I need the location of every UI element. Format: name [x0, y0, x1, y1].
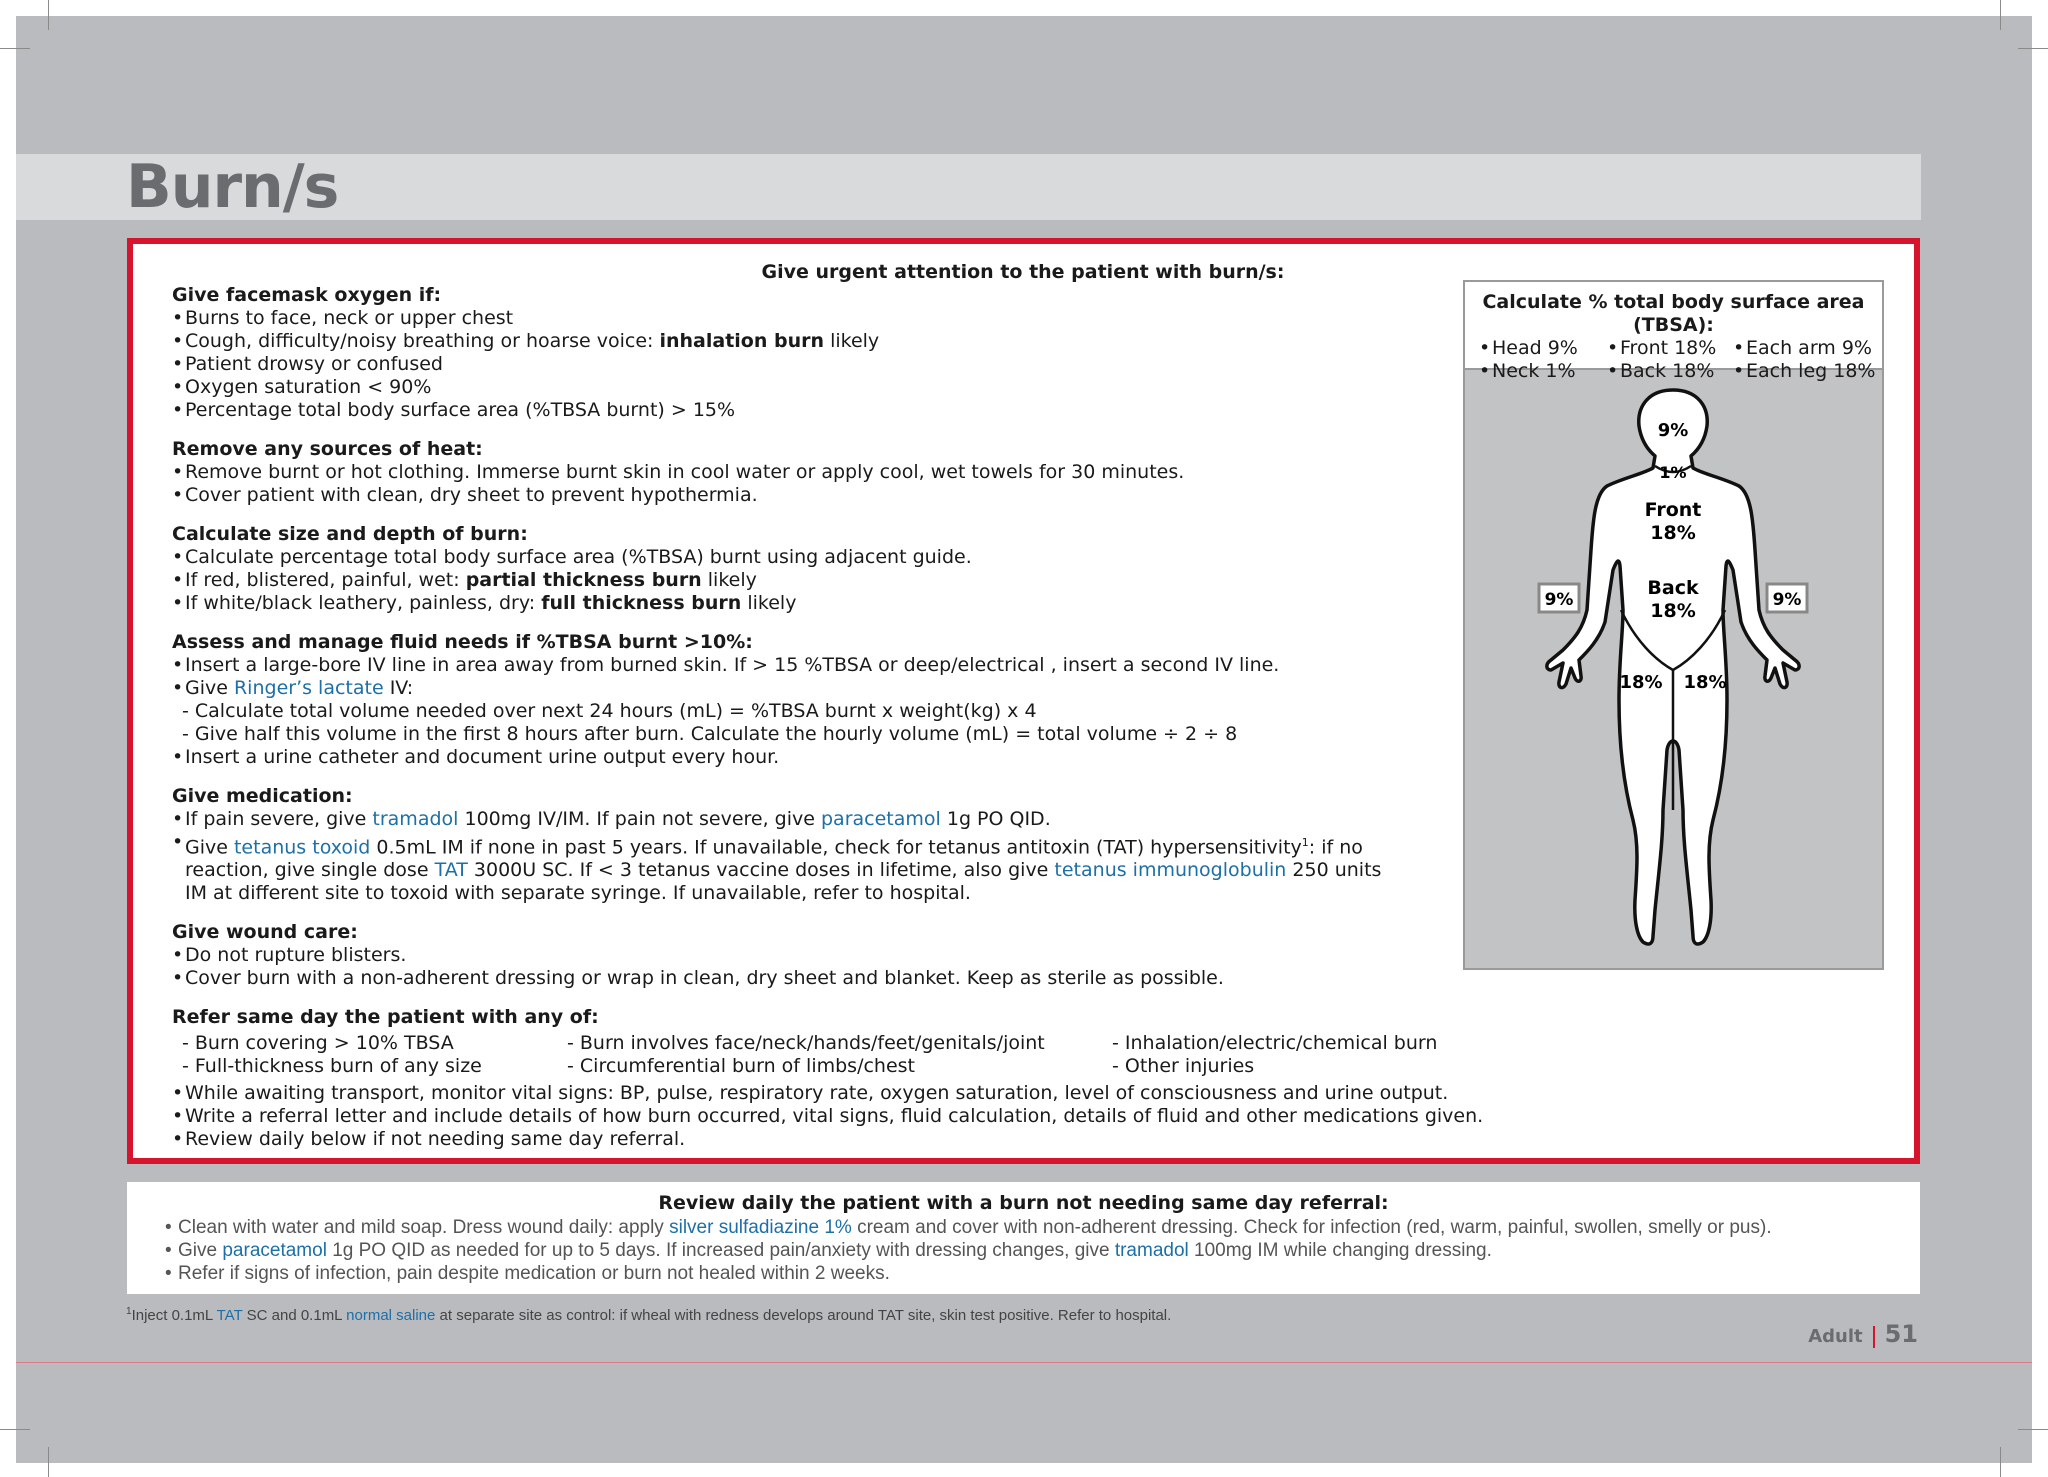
list-item: • If pain severe, give tramadol 100mg IV/IM. If pain not severe, give paracetamol 1g PO QID.: [172, 808, 1402, 831]
list-item: • Percentage total body surface area (%TBSA burnt) > 15%: [172, 399, 1572, 422]
section-title: Calculate size and depth of burn:: [172, 523, 528, 545]
tbsa-value: • Each leg 18%: [1733, 360, 1883, 383]
section-title: Refer same day the patient with any of:: [172, 1006, 599, 1029]
drug-link[interactable]: TAT: [434, 859, 468, 882]
crop-mark: [48, 1447, 49, 1477]
list-item: • Patient drowsy or confused: [172, 353, 1572, 376]
sub-item: - Give half this volume in the first 8 hours after burn. Calculate the hourly volume (mL) = total volume ÷ 2 ÷ 8: [182, 723, 1238, 745]
tbsa-header: [1465, 282, 1882, 382]
drug-link[interactable]: Ringer’s lactate: [233, 677, 384, 699]
crop-mark: [2018, 1429, 2048, 1430]
refer-criteria: [172, 1032, 1572, 1078]
criteria-item: - Other injuries: [1112, 1055, 1255, 1078]
drug-link[interactable]: silver sulfadiazine 1%: [669, 1217, 852, 1238]
medication-section: [172, 785, 1402, 905]
section-title: Give wound care:: [172, 921, 358, 944]
drug-link[interactable]: tramadol: [372, 808, 459, 830]
list-item: • Review daily below if not needing same day referral.: [172, 1128, 1572, 1151]
neck-percent-label: 1%: [1659, 463, 1687, 482]
list-item: • Give tetanus toxoid 0.5mL IM if none in past 5 years. If unavailable, check for tetanus antitoxin (TAT) hypersensitivity$^1$: if no reaction, give single dose TAT 3000U SC. If < 3 tetanus vaccine doses in lifetime, also give tetanus immunoglobulin 250 units IM at different site to toxoid with separate syringe. If unavailable, refer to hospital.: [172, 831, 1402, 905]
section-title: Give facemask oxygen if:: [172, 284, 442, 306]
criteria-item: - Inhalation/electric/chemical burn: [1112, 1032, 1438, 1055]
tbsa-value: • Neck 1%: [1479, 360, 1607, 383]
wound-section: [172, 921, 1572, 990]
crop-mark: [2000, 1447, 2001, 1477]
list-item: • Calculate percentage total body surface area (%TBSA) burnt using adjacent guide.: [172, 546, 1572, 569]
tbsa-guide: [1463, 280, 1884, 970]
urgent-content: [172, 284, 1572, 1167]
review-daily-panel: [127, 1182, 1920, 1294]
tbsa-title: Calculate % total body surface area (TBSA):: [1482, 291, 1865, 336]
tbsa-row: [1465, 337, 1882, 360]
crop-mark: [2000, 0, 2001, 30]
page-number: 51: [1884, 1320, 1918, 1348]
list-item: • Clean with water and mild soap. Dress wound daily: apply silver sulfadiazine 1% cream and cover with non-adherent dressing. Check for infection (red, warm, painful, swollen, smelly or pus).: [165, 1216, 1920, 1239]
section-title: Remove any sources of heat:: [172, 438, 483, 460]
urgent-attention-panel: [127, 238, 1920, 1164]
leg-left-percent-label: 18%: [1619, 672, 1663, 693]
tbsa-value: • Each arm 9%: [1733, 337, 1883, 360]
review-list: [127, 1216, 1920, 1285]
footer-rule: [16, 1362, 2032, 1363]
list-item: • Cough, difficulty/noisy breathing or hoarse voice: inhalation burn likely: [172, 330, 1572, 353]
fluid-section: [172, 631, 1572, 769]
tbsa-value: • Front 18%: [1607, 337, 1733, 360]
crop-mark: [0, 48, 30, 49]
refer-section: [172, 1006, 1572, 1151]
review-heading: Review daily the patient with a burn not needing same day referral:: [658, 1192, 1389, 1214]
criteria-item: - Circumferential burn of limbs/chest: [567, 1055, 915, 1078]
drug-link[interactable]: tramadol: [1114, 1240, 1189, 1261]
criteria-item: - Full-thickness burn of any size: [182, 1055, 482, 1078]
footnote: $^1$Inject 0.1mL TAT SC and 0.1mL normal saline at separate site as control: if wheal with redness develops around TAT site, skin test positive. Refer to hospital.: [126, 1306, 1172, 1324]
page-footer: [1808, 1320, 1918, 1348]
section-label: Adult: [1808, 1326, 1863, 1347]
list-item: • Insert a large-bore IV line in area away from burned skin. If > 15 %TBSA or deep/electrical , insert a second IV line.: [172, 654, 1572, 677]
back-label: Back: [1647, 577, 1699, 599]
list-item: • Burns to face, neck or upper chest: [172, 307, 1572, 330]
front-percent-label: 18%: [1650, 522, 1696, 544]
body-figure: [1465, 370, 1882, 966]
heat-section: [172, 438, 1572, 507]
drug-link[interactable]: tetanus toxoid: [233, 836, 371, 859]
urgent-heading: Give urgent attention to the patient with burn/s:: [761, 261, 1285, 283]
crop-mark: [2018, 48, 2048, 49]
drug-link[interactable]: paracetamol: [821, 808, 941, 830]
oxygen-section: [172, 284, 1572, 422]
section-title: Give medication:: [172, 785, 353, 807]
list-item: • Cover burn with a non-adherent dressing or wrap in clean, dry sheet and blanket. Keep as sterile as possible.: [172, 967, 1572, 990]
list-item: • Refer if signs of infection, pain despite medication or burn not healed within 2 weeks.: [165, 1262, 1920, 1285]
arm-right-percent-label: 9%: [1772, 590, 1802, 610]
list-item: • Remove burnt or hot clothing. Immerse burnt skin in cool water or apply cool, wet towels for 30 minutes.: [172, 461, 1572, 484]
list-item: • Cover patient with clean, dry sheet to prevent hypothermia.: [172, 484, 1572, 507]
arm-left-percent-label: 9%: [1544, 590, 1574, 610]
drug-link[interactable]: TAT: [216, 1307, 243, 1324]
crop-mark: [48, 0, 49, 30]
criteria-item: - Burn covering > 10% TBSA: [182, 1032, 454, 1055]
tbsa-value: • Back 18%: [1607, 360, 1733, 383]
list-item: • Do not rupture blisters.: [172, 944, 1572, 967]
section-title: Assess and manage fluid needs if %TBSA burnt >10%:: [172, 631, 753, 653]
footnote-ref: 1: [1301, 836, 1309, 849]
drug-link[interactable]: normal saline: [346, 1307, 436, 1324]
back-percent-label: 18%: [1650, 600, 1696, 622]
list-item: • If white/black leathery, painless, dry: full thickness burn likely: [172, 592, 1572, 615]
list-item: • If red, blistered, painful, wet: partial thickness burn likely: [172, 569, 1572, 592]
leg-right-percent-label: 18%: [1683, 672, 1727, 693]
drug-link[interactable]: paracetamol: [222, 1240, 327, 1261]
sub-item: - Calculate total volume needed over next 24 hours (mL) = %TBSA burnt x weight(kg) x 4: [182, 700, 1037, 722]
size-depth-section: [172, 523, 1572, 615]
list-item: • Insert a urine catheter and document urine output every hour.: [172, 746, 1572, 769]
page-separator: [1873, 1326, 1875, 1348]
list-item: • Write a referral letter and include details of how burn occurred, vital signs, fluid calculation, details of fluid and other medications given.: [172, 1105, 1572, 1128]
tbsa-value: • Head 9%: [1479, 337, 1607, 360]
crop-mark: [0, 1429, 30, 1430]
list-item: • Give paracetamol 1g PO QID as needed for up to 5 days. If increased pain/anxiety with dressing changes, give tramadol 100mg IM while changing dressing.: [165, 1239, 1920, 1262]
list-item: • While awaiting transport, monitor vital signs: BP, pulse, respiratory rate, oxygen saturation, level of consciousness and urine output.: [172, 1082, 1572, 1105]
page-title: Burn/s: [126, 152, 339, 222]
drug-link[interactable]: tetanus immunoglobulin: [1054, 859, 1287, 882]
head-percent-label: 9%: [1657, 420, 1689, 441]
criteria-item: - Burn involves face/neck/hands/feet/genitals/joint: [567, 1032, 1045, 1055]
front-label: Front: [1644, 499, 1702, 521]
list-item: • Oxygen saturation < 90%: [172, 376, 1572, 399]
list-item: • Give Ringer’s lactate IV:: [172, 677, 1572, 700]
